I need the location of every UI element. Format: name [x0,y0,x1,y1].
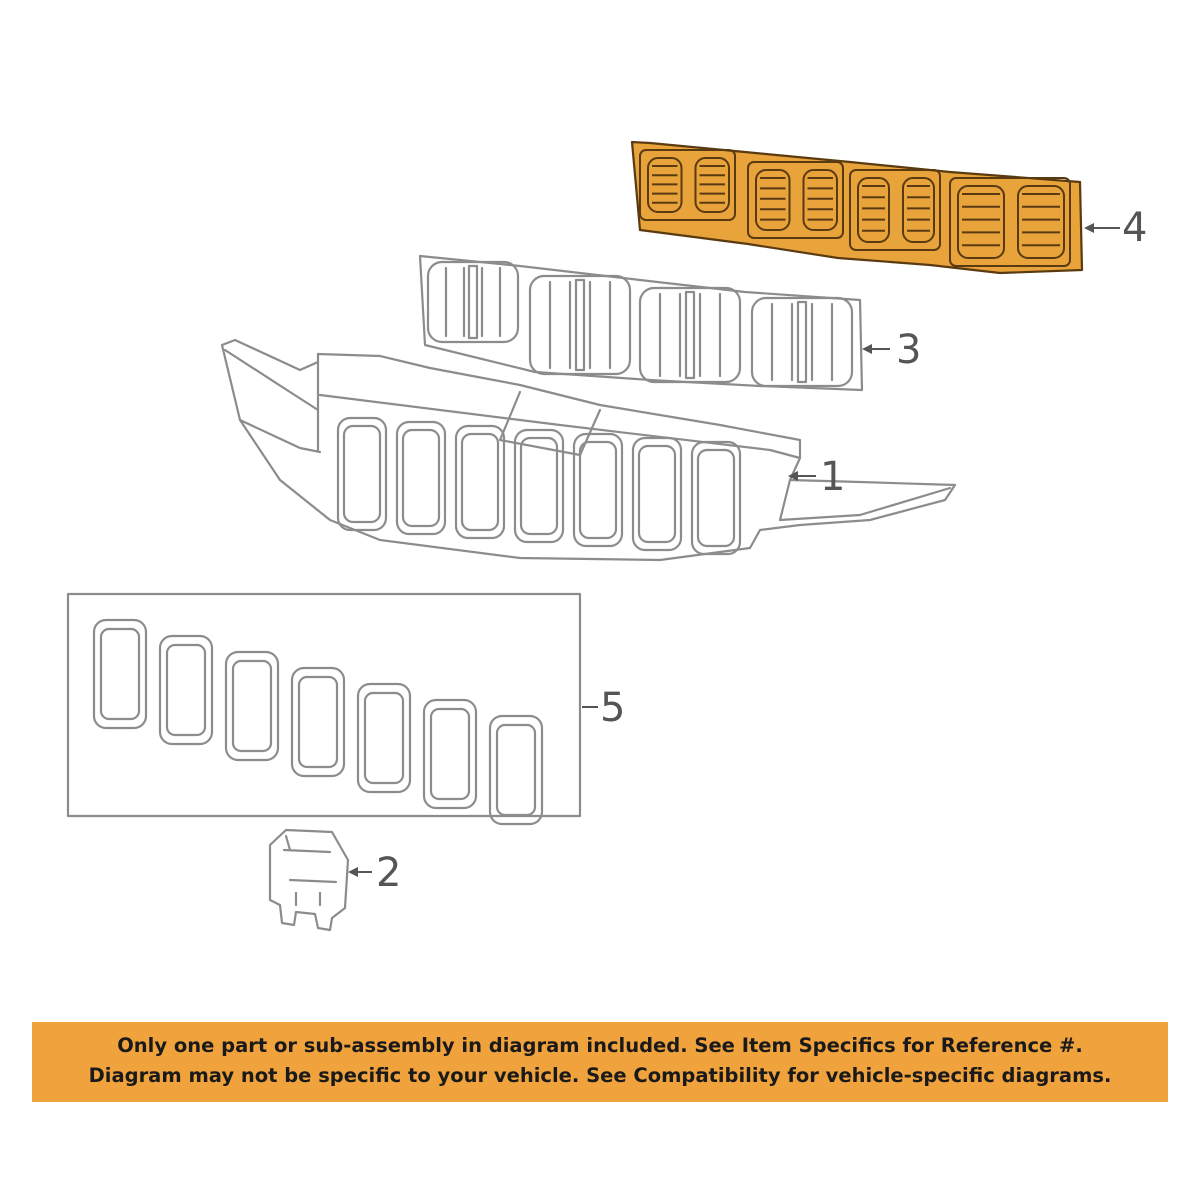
bezel-ring-inner-5 [365,693,403,783]
callout-5: 5 [600,685,626,731]
callout-4: 4 [1122,205,1148,251]
part-5-bezel-set [68,594,580,824]
callout-3: 3 [896,327,922,373]
bezel-ring-inner-2 [167,645,205,735]
part-2-bracket [270,830,348,930]
bezel-ring-inner-3 [233,661,271,751]
disclaimer-line-1: Only one part or sub-assembly in diagram included. See Item Specifics for Reference #. [117,1034,1083,1057]
part-3-grille-frame [420,256,862,390]
disclaimer-line-2: Diagram may not be specific to your vehicle. See Compatibility for vehicle-specific diagrams. [88,1064,1112,1087]
bezel-ring-inner-6 [431,709,469,799]
bezel-ring-inner-1 [101,629,139,719]
part-4-grille-insert [632,142,1082,273]
callout-1: 1 [820,454,846,500]
bezel-ring-inner-7 [497,725,535,815]
callout-2: 2 [376,850,402,896]
bezel-ring-inner-4 [299,677,337,767]
disclaimer-banner [32,1022,1168,1102]
